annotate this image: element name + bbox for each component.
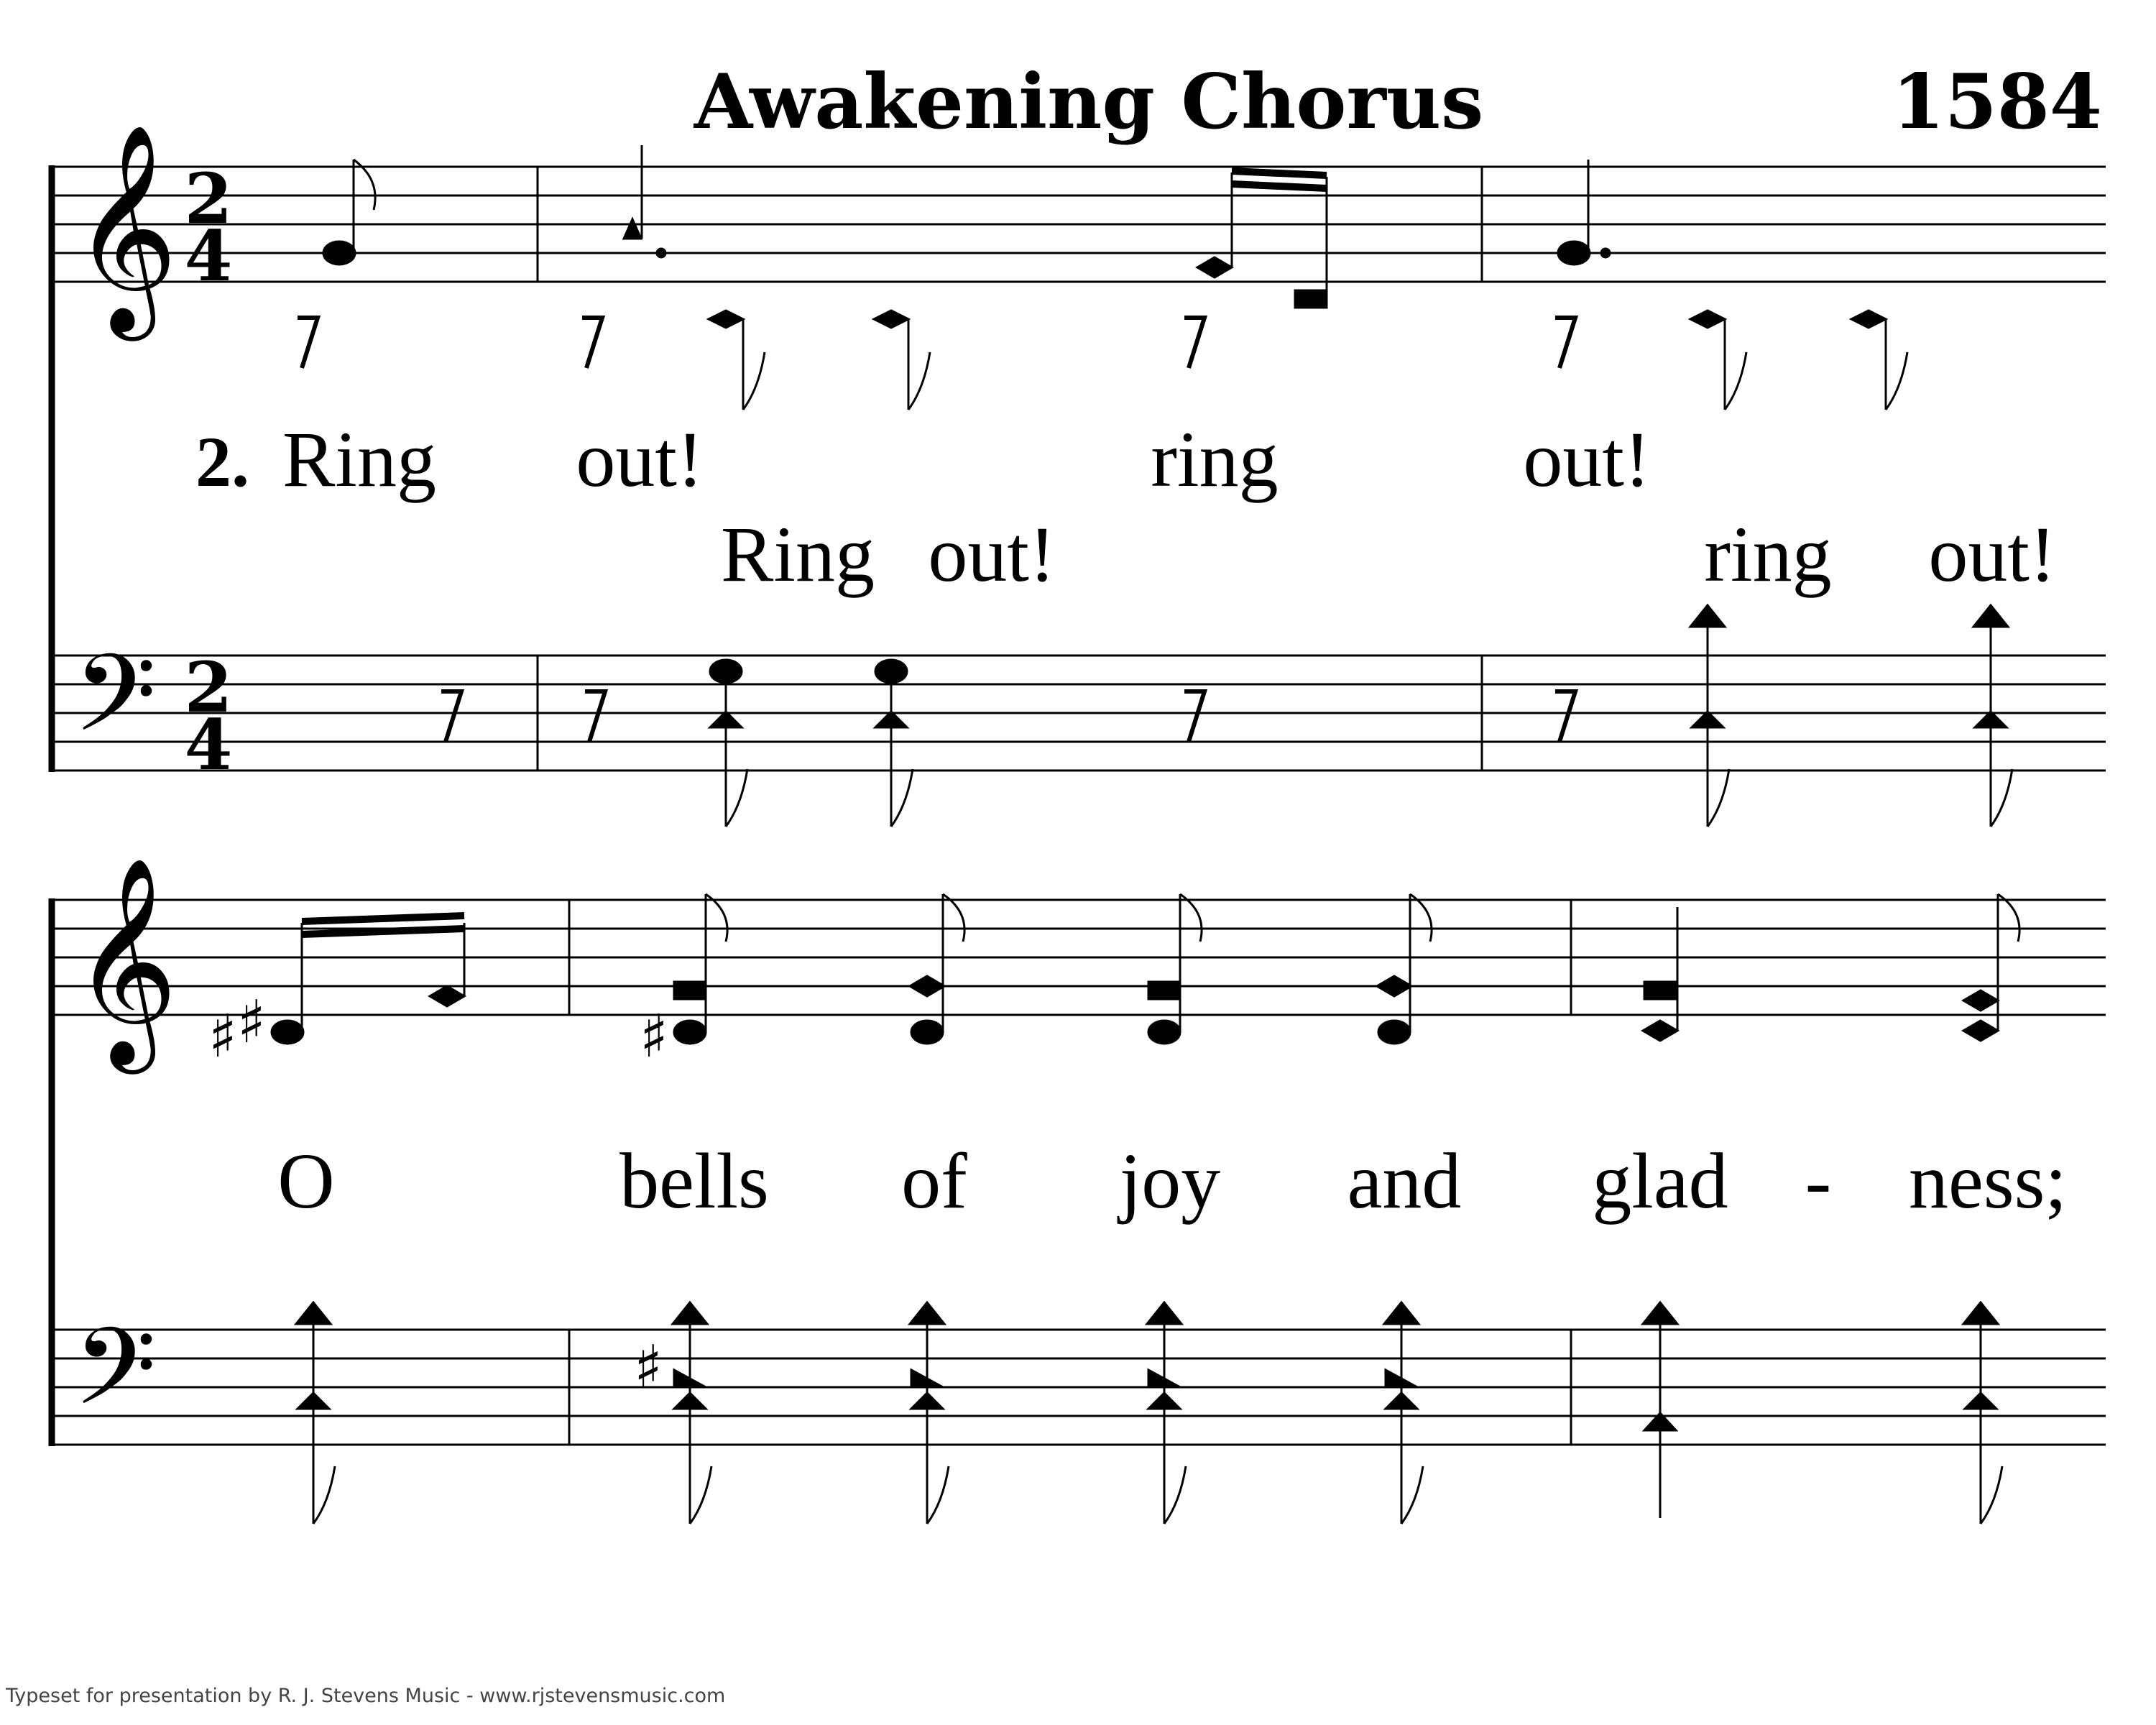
footer-credit: Typeset for presentation by R. J. Stevens Music - www.rjstevensmusic.com — [6, 1685, 726, 1707]
lyric-syllable: ness; — [1909, 1137, 2067, 1225]
bass-staff-2 — [52, 1330, 2106, 1445]
svg-text:4: 4 — [184, 216, 233, 297]
lyric-syllable: out! — [928, 510, 1056, 598]
lyric-syllable: and — [1347, 1137, 1462, 1225]
svg-text:2: 2 — [184, 647, 233, 728]
lyric-syllable: out! — [576, 415, 704, 503]
lyrics-system-1-line-2 — [721, 510, 2056, 598]
time-signature-bass — [185, 647, 233, 786]
treble-clef-icon: 𝄞 — [72, 855, 178, 1064]
lyric-syllable: out! — [1523, 415, 1651, 503]
lyric-syllable: of — [901, 1137, 967, 1225]
lyric-syllable: ring — [1704, 510, 1832, 598]
rest — [298, 318, 318, 368]
svg-text:2: 2 — [184, 158, 233, 239]
svg-text:4: 4 — [184, 704, 233, 786]
lyric-syllable: joy — [1119, 1137, 1221, 1225]
lyrics-system-1-line-1 — [282, 415, 1651, 503]
sharp-icon: ♯ — [208, 1003, 237, 1071]
lyric-syllable: bells — [619, 1137, 769, 1225]
song-title: Awakening Chorus — [694, 57, 1484, 146]
sharp-icon: ♯ — [640, 1003, 668, 1071]
note — [624, 219, 641, 239]
lyric-syllable: out! — [1928, 510, 2056, 598]
sharp-icon: ♯ — [237, 988, 266, 1057]
verse-number: 2. — [195, 422, 249, 502]
bass-clef-icon: 𝄢 — [73, 1305, 157, 1455]
time-signature-treble — [185, 158, 233, 297]
notes-system-2 — [208, 894, 2019, 1524]
lyric-hyphen: - — [1805, 1137, 1832, 1225]
sharp-icon: ♯ — [634, 1333, 663, 1402]
treble-clef-icon: 𝄞 — [72, 122, 178, 331]
lyric-syllable: glad — [1592, 1137, 1728, 1225]
lyric-syllable: ring — [1151, 415, 1279, 503]
bass-staff-1 — [52, 656, 2106, 770]
system-2 — [52, 898, 2106, 1446]
lyric-syllable: Ring — [282, 415, 436, 503]
lyric-syllable: Ring — [721, 510, 875, 598]
lyrics-system-2 — [277, 1137, 2067, 1225]
treble-staff-1 — [52, 167, 2106, 282]
note — [323, 242, 355, 264]
lyric-syllable: O — [277, 1137, 335, 1225]
hymn-number: 1584 — [1892, 57, 2102, 146]
bass-clef-icon: 𝄢 — [73, 632, 157, 782]
